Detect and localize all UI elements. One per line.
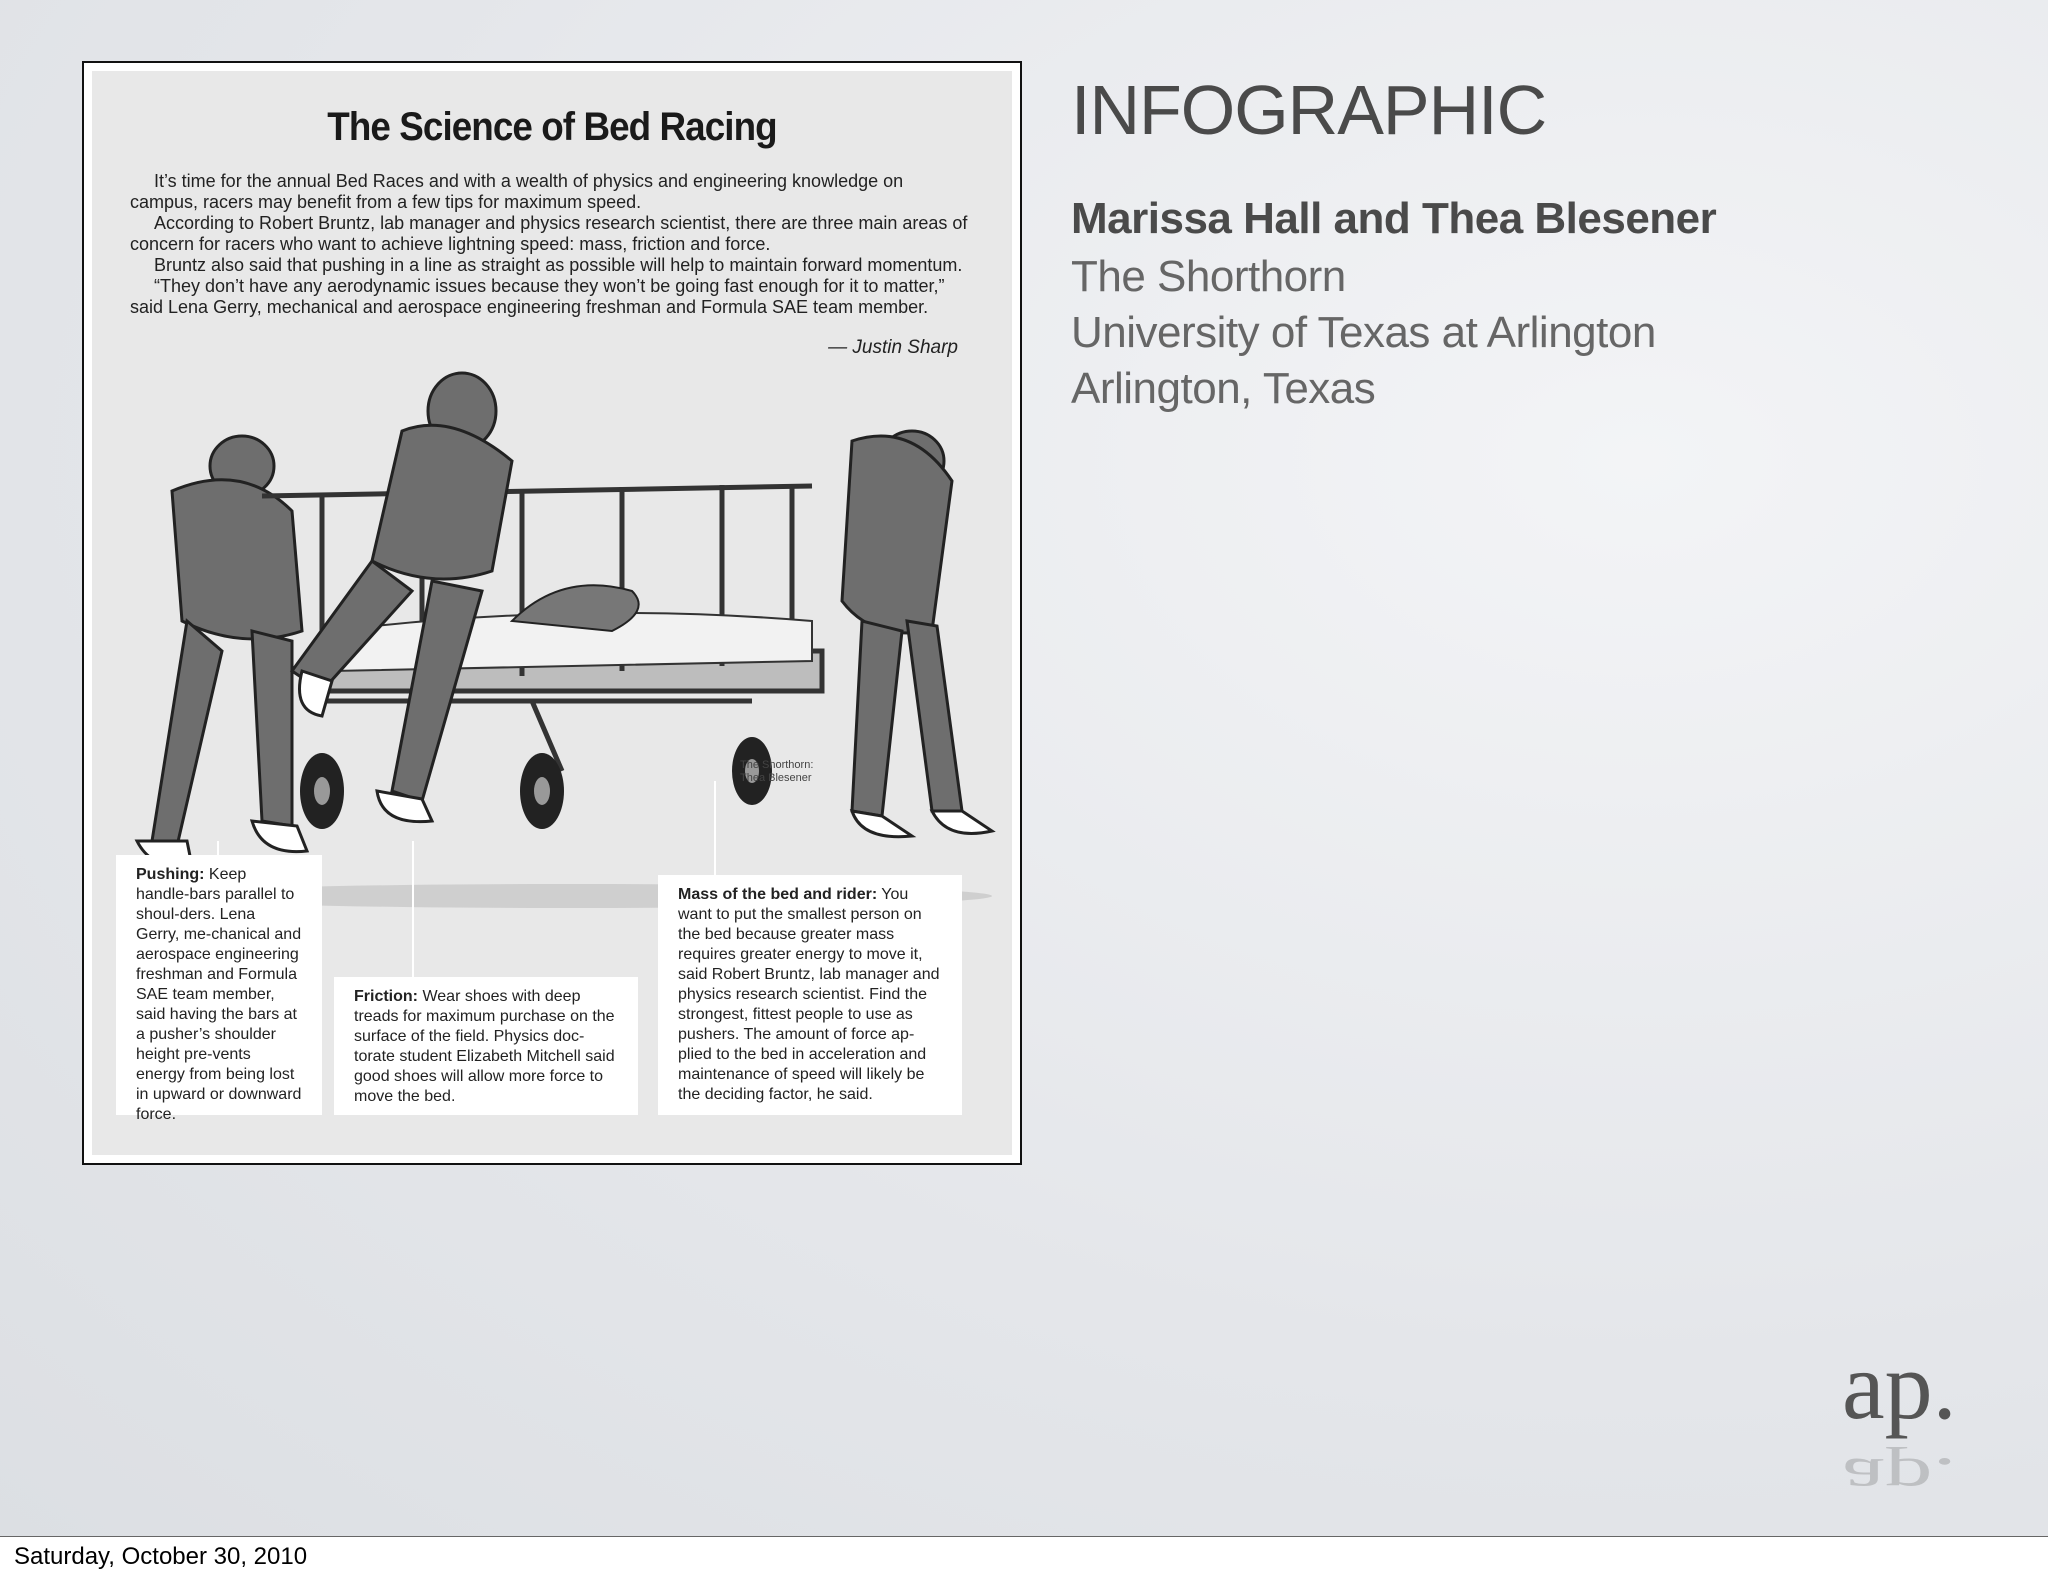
logo-text: ap.: [1842, 1332, 1957, 1439]
paragraph-1: It’s time for the annual Bed Races and with a wealth of physics and engineering knowledge on campus, racers may benefit from a few tips for maximum speed.: [130, 171, 904, 212]
pusher-left: [137, 436, 307, 867]
paragraph-4: “They don’t have any aerodynamic issues because they won’t be going fast enough for it to matter,” said Lena Gerry, mechanical and aerospace engineering freshman and Formula SAE team member.: [130, 276, 945, 317]
byline: — Justin Sharp: [828, 337, 958, 358]
paragraph-2: According to Robert Bruntz, lab manager and physics research scientist, there are three main areas of concern for racers who want to achieve lightning speed: mass, friction and force.: [130, 213, 968, 254]
mass-label: Mass of the bed and rider:: [678, 886, 878, 903]
bed-wheels: [300, 737, 772, 829]
ap-logo-icon: [1838, 1326, 1957, 1510]
friction-label: Friction:: [354, 988, 418, 1005]
logo-reflection: ap.: [1842, 1445, 1957, 1510]
slide-location: Arlington, Texas: [1071, 364, 1376, 413]
credit-line-1: The Shorthorn:: [740, 759, 814, 771]
pushing-text: Keep handle-bars parallel to shoul-ders. Lena Gerry, me-chanical and aerospace engineering freshman and Formula SAE team member, said having the bars at a pusher’s shoulder height pre-vents energy from being lost in upward or downward force.: [136, 866, 302, 1123]
infographic-body: [130, 171, 970, 318]
mass-text: You want to put the smallest person on the bed because greater mass requires greater energy to move it, said Robert Bruntz, lab manager and physics research scientist. Find the strongest, fittest people to use as pushers. The amount of force ap-plied to the bed in acceleration and maintenance of speed will likely be the deciding factor, he said.: [678, 886, 940, 1103]
slide-authors: Marissa Hall and Thea Blesener: [1071, 194, 1717, 243]
infographic-title: The Science of Bed Racing: [327, 105, 777, 149]
pushing-label: Pushing:: [136, 866, 205, 883]
slide-heading: INFOGRAPHIC: [1071, 71, 1547, 149]
credit-line-2: Thea Blesener: [740, 772, 812, 784]
callout-friction: [334, 977, 638, 1115]
slide-publication: The Shorthorn: [1071, 252, 1346, 301]
photo-credit: [740, 759, 813, 785]
infographic-inner: [92, 71, 1012, 1155]
footer-bar: [0, 1537, 2048, 1576]
callout-pushing: [116, 855, 322, 1123]
footer-date: Saturday, October 30, 2010: [14, 1543, 308, 1570]
callout-mass: [658, 875, 962, 1115]
pusher-right: [842, 431, 992, 837]
bed-racing-illustration: [92, 371, 1016, 911]
paragraph-3: Bruntz also said that pushing in a line as straight as possible will help to maintain forward momentum.: [154, 255, 963, 275]
infographic-panel: [82, 61, 1022, 1165]
slide-university: University of Texas at Arlington: [1071, 308, 1656, 357]
friction-text: Wear shoes with deep treads for maximum purchase on the surface of the field. Physics doc-torate student Elizabeth Mitchell said good shoes will allow more force to move the bed.: [354, 988, 615, 1105]
